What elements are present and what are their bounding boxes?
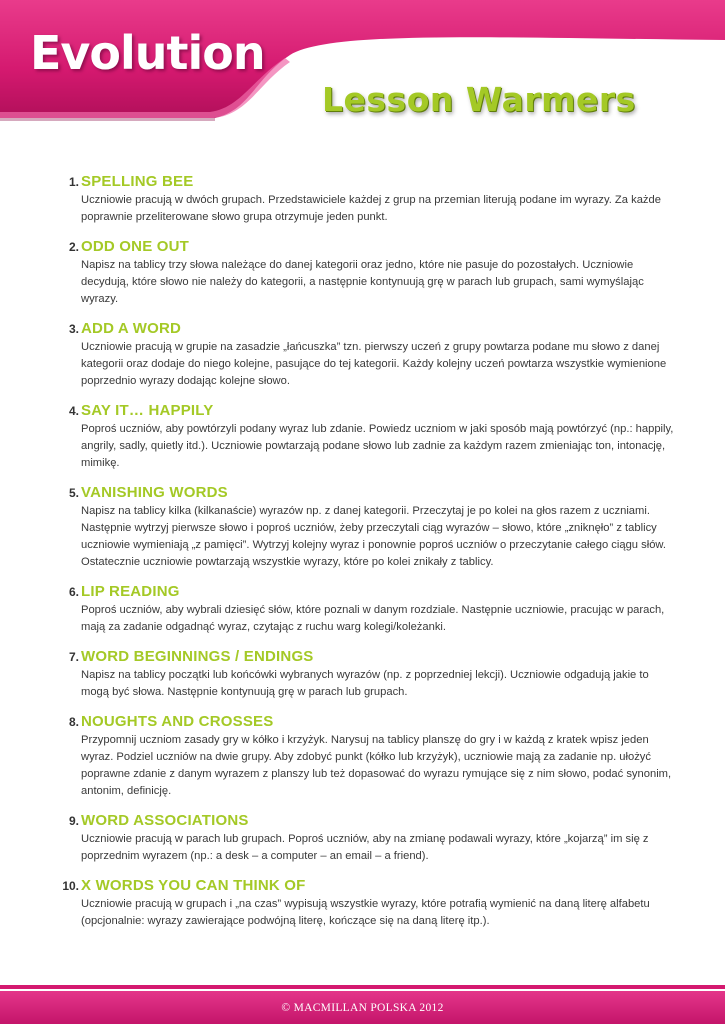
activity-description: Napisz na tablicy początki lub końcówki wybranych wyrazów (np. z poprzedniej lekcji). Uczniowie odgadują jakie to mogą być słowa. Następnie kontynuują grę w parach lub grupach.: [81, 669, 649, 698]
activity-description: Uczniowie pracują w grupach i „na czas” wypisują wszystkie wyrazy, które potrafią wymienić na daną literę alfabetu (opcjonalnie: wyrazy zawierające podwójną literę, kończące się na daną literę itp.).: [81, 898, 650, 927]
activity-number: 9.: [68, 814, 79, 828]
activity-number: 4.: [68, 404, 79, 418]
brand-logo: Evolution: [30, 26, 265, 80]
activity-item: [55, 483, 675, 571]
copyright-text: © MACMILLAN POLSKA 2012: [281, 1002, 444, 1014]
activity-number: 10.: [62, 879, 79, 893]
activity-title: WORD ASSOCIATIONS: [81, 812, 249, 829]
activity-title: SPELLING BEE: [81, 173, 194, 190]
activity-title: ODD ONE OUT: [81, 238, 190, 255]
activity-description: Uczniowie pracują w parach lub grupach. Poproś uczniów, aby na zmianę podawali wyrazy, które „kojarzą” im się z poprzednim wyrazem (np.: a desk – a computer – an email – a friend).: [81, 833, 649, 862]
activity-description: Poproś uczniów, aby wybrali dziesięć słów, które poznali w danym rozdziale. Następnie uczniowie, pracując w parach, mają za zadanie odgadnąć wyraz, czytając z ruchu warg kolegi/koleżanki.: [81, 604, 665, 633]
activity-title: WORD BEGINNINGS / ENDINGS: [81, 648, 314, 665]
activity-item: [55, 237, 675, 308]
activity-item: [55, 319, 675, 390]
activity-list: [55, 172, 675, 941]
activity-item: [55, 647, 675, 701]
activity-title: LIP READING: [81, 583, 180, 600]
activity-item: [55, 712, 675, 800]
activity-description: Przypomnij uczniom zasady gry w kółko i krzyżyk. Narysuj na tablicy planszę do gry i w każdą z kratek wpisz jeden wyraz. Podziel uczniów na dwie grupy. Aby zdobyć punkt (kółko lub krzyżyk), uczniowie mają za zadanie np. ułożyć poprawne zdanie z danym wyrazem z planszy lub też dopasować do wyrazu rymujące się z nim słowo, podać synonim, antonim, definicję.: [81, 734, 672, 797]
activity-number: 5.: [68, 486, 79, 500]
activity-number: 3.: [68, 322, 79, 336]
activity-number: 2.: [68, 240, 79, 254]
activity-title: NOUGHTS AND CROSSES: [81, 713, 274, 730]
activity-item: [55, 172, 675, 226]
activity-item: [55, 876, 675, 930]
activity-title: VANISHING WORDS: [81, 484, 228, 501]
activity-title: X WORDS YOU CAN THINK OF: [81, 877, 306, 894]
activity-description: Napisz na tablicy trzy słowa należące do danej kategorii oraz jedno, które nie pasuje do pozostałych. Uczniowie decydują, które słowo nie należy do kategorii, a następnie kontynuują grę w parach lub grupach, sami wymyślając wyrazy.: [81, 259, 644, 305]
activity-number: 6.: [68, 585, 79, 599]
activity-description: Uczniowie pracują w grupie na zasadzie „łańcuszka” tzn. pierwszy uczeń z grupy powtarza podane mu słowo z danej kategorii oraz dodaje do niego kolejne, pasujące do tej kategorii. Każdy kolejny uczeń powtarza wszystkie wymienione poprzednio wyrazy dodając kolejne słowo.: [81, 341, 667, 387]
activity-number: 7.: [68, 650, 79, 664]
page-title: Lesson Warmers: [322, 80, 636, 119]
activity-item: [55, 582, 675, 636]
activity-number: 1.: [68, 175, 79, 189]
activity-number: 8.: [68, 715, 79, 729]
activity-title: ADD A WORD: [81, 320, 182, 337]
activity-item: [55, 811, 675, 865]
activity-description: Poproś uczniów, aby powtórzyli podany wyraz lub zdanie. Powiedz uczniom w jaki sposób mają powtórzyć (np.: happily, angrily, sadly, quietly itd.). Uczniowie powtarzają podane słowo lub zadnie za każdym razem zmieniając ton, intonację, mimikę.: [81, 423, 674, 469]
activity-description: Uczniowie pracują w dwóch grupach. Przedstawiciele każdej z grup na przemian literują podane im wyrazy. Za każde poprawnie przeliterowane słowo grupa otrzymuje jeden punkt.: [81, 194, 661, 223]
activity-title: SAY IT… HAPPILY: [81, 402, 214, 419]
activity-description: Napisz na tablicy kilka (kilkanaście) wyrazów np. z danej kategorii. Przeczytaj je po kolei na głos razem z uczniami. Następnie wytrzyj pierwsze słowo i poproś uczniów, żeby przeczytali ciąg wyrazów – słowo, które „zniknęło” z tablicy uczniowie wymieniają „z pamięci”. Wytrzyj kolejny wyraz i ponownie poproś uczniów o przeczytanie całego ciągu słów. Ostatecznie uczniowie powtarzają wszystkie wyrazy, które po kolei znikały z tablicy.: [81, 505, 667, 568]
activity-item: [55, 401, 675, 472]
